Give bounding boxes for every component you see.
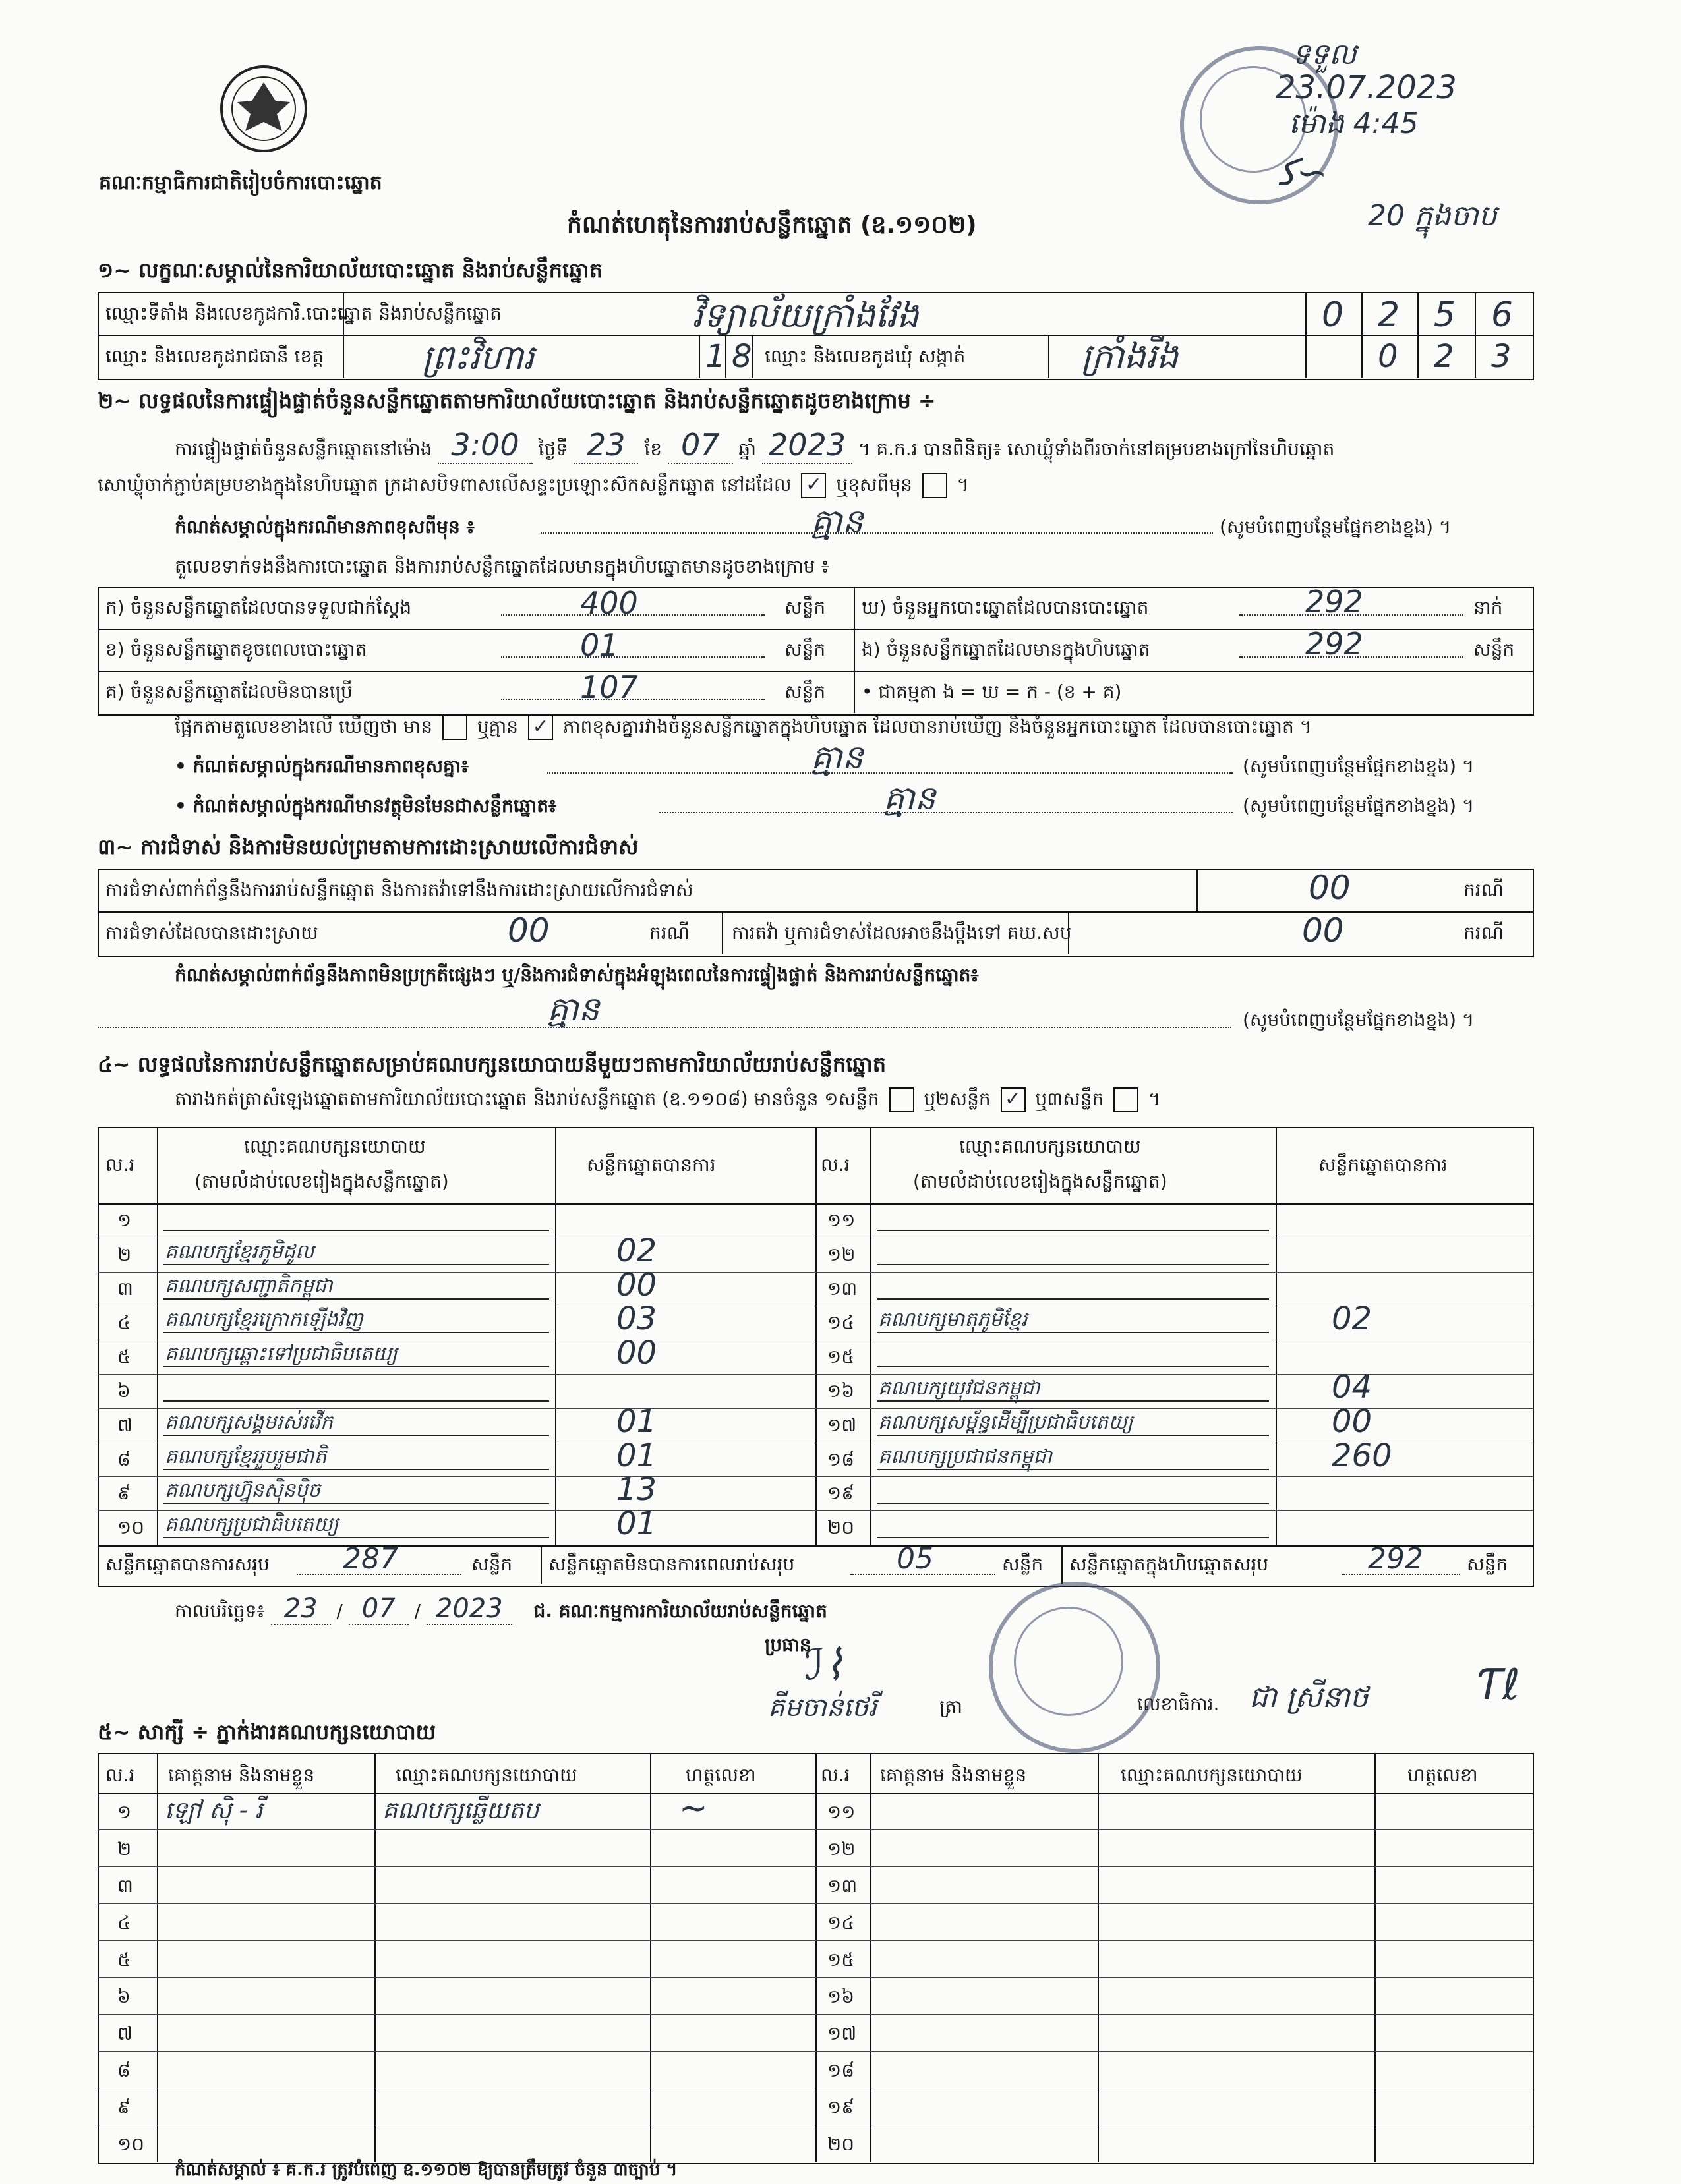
sec2-day-label: ថ្ងៃទី [538,438,568,460]
party-name-line [163,1400,549,1402]
sec4-pages-line [175,1087,1161,1114]
sec2-compare-b: ឬគ្មាន [477,716,519,737]
footer-note: កំណត់សម្គាល់ ៖ គ.ក.រ ត្រូវបំពេញ ឧ.១១០២ ឱ្យបានត្រឹមត្រូវ ចំនួន ៣ច្បាប់ ។ [175,2160,678,2180]
sec1-row2-label: ឈ្មោះ និងលេខកូដរាជធានី ខេត្ត [105,345,324,367]
party-name-line [877,1537,1269,1538]
sec4-total-invalid: 05 [897,1542,933,1576]
sec4-col-party-sub-left: (តាមលំដាប់លេខរៀងក្នុងសន្លឹកឆ្នោត) [194,1170,449,1192]
party-row-number: ១៥ [827,1346,855,1368]
sec2-time: 3:00 [438,427,532,464]
party-row-name: គណបក្សប្រជាជនកម្ពុជា [878,1445,1052,1468]
sec1-row2-value-b: ក្រាំងរីង [1081,337,1179,376]
witness-row-number: ៨ [117,2059,131,2081]
sec3-heading: ៣~ ការជំទាស់ និងការមិនយល់ព្រមតាមការដោះស្រាយលើការជំទាស់ [98,834,639,859]
witness-row-number: ១៩ [827,2096,855,2118]
sec2-row-left-value: 01 [580,627,619,663]
sec1-row2-value: ព្រះវិហារ [422,338,535,378]
signoff-secretary-signature: Ƭℓ [1477,1661,1520,1710]
party-name-line [877,1230,1269,1231]
party-row-votes: 02 [616,1232,657,1269]
received-note-4: 20 ក្នុងចាប [1368,199,1497,233]
sec3-r1-value: 00 [1309,869,1351,907]
sec2-diff-suffix: (សូមបំពេញបន្ថែមផ្នែកខាងខ្នង) ។ [1243,755,1475,777]
party-row-number: ២០ [827,1516,855,1539]
sec2-compare [175,715,1312,742]
signoff-secretary-label: លេខាធិការ. [1137,1693,1220,1715]
checkbox-no-difference[interactable]: ✓ [528,715,553,740]
witness-row-number: ១០ [117,2133,145,2155]
checkbox-same[interactable]: ✓ [801,473,826,498]
party-row-votes: 02 [1332,1300,1372,1338]
party-row-votes: 01 [616,1402,657,1440]
sec5-col-name-left: គោត្តនាម និងនាមខ្លួន [168,1764,315,1786]
sec2-diff-line [547,772,1233,774]
sec4-totals-row [98,1545,1534,1587]
party-name-line [163,1230,549,1231]
signoff-seal-label: ត្រា [939,1696,962,1717]
received-note-1: ទទួល [1292,38,1357,71]
party-row-number: ១០ [117,1516,145,1539]
sec2-row-left-value: 400 [580,585,638,621]
witness-row-number: ៣ [117,1875,133,1897]
party-row-number: ១៨ [827,1448,855,1470]
signoff-secretary-name: ជា ស្រីនាថ [1249,1681,1369,1714]
sec3-r1-label: ការជំទាស់ពាក់ព័ន្ធនឹងការរាប់សន្លឹកឆ្នោត និងការតវ៉ាទៅនឹងការដោះស្រាយលើការជំទាស់ [105,879,693,901]
signoff-date-label: កាលបរិច្ឆេទ៖ [175,1600,265,1622]
sec5-heading: ៥~ សាក្សី ÷ ភ្នាក់ងារគណបក្សនយោបាយ [98,1719,436,1744]
party-row-votes: 00 [616,1335,657,1372]
party-name-line [877,1366,1269,1367]
sec2-year: 2023 [762,427,852,464]
party-row-votes: 04 [1332,1369,1372,1406]
signoff-date-day: 23 [271,1594,331,1625]
sec1-row2-code-b-2: 3 [1491,338,1512,375]
sec4-total-invalid-unit: សន្លឹក [1002,1553,1044,1575]
sec2-note-label: កំណត់សម្គាល់ក្នុងករណីមានភាពខុសពីមុន ៖ [175,516,475,538]
witness-row-name: ឡៅ ស៊ិ - រី [165,1797,263,1824]
sec2-line1-rest: ។ គ.ក.រ បានពិនិត្យ៖ សោឃ្លុំទាំងពីរចាក់នៅគម្របខាងក្រៅនៃហិបឆ្នោត [858,438,1335,460]
sec2-row-right-value: 292 [1305,626,1363,662]
party-row-number: ៤ [117,1311,131,1334]
sec3-r2-label-a: ការជំទាស់ដែលបានដោះស្រាយ [105,922,318,944]
witness-row-number: ៧ [117,2023,133,2044]
sec1-row2-label-b: ឈ្មោះ និងលេខកូដឃុំ សង្កាត់ [765,345,966,367]
sec4-total-invalid-label: សន្លឹកឆ្នោតមិនបានការពេលរាប់សរុប [548,1553,795,1575]
checkbox-one-sheet[interactable] [889,1087,914,1112]
party-row-name: គណបក្សមាតុភូមិខ្មែរ [878,1308,1028,1332]
sec2-compare-c: ភាពខុសគ្នារវាងចំនួនសន្លឹកឆ្នោតក្នុងហិបឆ្នោត ដែលបានរាប់ឃើញ និងចំនួនអ្នកបោះឆ្នោត ដែលបានបោះឆ្នោត ។ [562,716,1312,737]
sec1-row1-code-1: 2 [1378,295,1400,335]
org-name: គណៈកម្មាធិការជាតិរៀបចំការបោះឆ្នោត [99,171,382,194]
sec3-r2-label-b: ការតវ៉ា ឬការជំទាស់ដែលអាចនឹងប្តឹងទៅ គឃ.សប [732,922,1072,944]
party-row-name: គណបក្សខ្មែររួបរួមជាតិ [165,1445,327,1468]
sec3-note-label: កំណត់សម្គាល់ពាក់ព័ន្ធនឹងភាពមិនប្រក្រតីផ្សេងៗ ឬ/និងការជំទាស់ក្នុងអំឡុងពេលនៃការផ្ទៀងផ្ទាត់ និងការរាប់សន្លឹកឆ្នោត៖ [175,964,979,986]
sec2-note-line [541,532,1213,534]
party-row-number: ៧ [117,1414,133,1436]
sec1-row2-code-b-1: 2 [1434,338,1454,375]
sec2-row-right-label: ឃ) ចំនួនអ្នកបោះឆ្នោតដែលបានបោះឆ្នោត [862,596,1149,618]
sec3-r2-value-a: 00 [508,911,550,950]
witness-row-number: ២ [117,1838,132,1860]
party-row-votes: 01 [616,1505,657,1543]
sec1-row1-label: ឈ្មោះទីតាំង និងលេខកូដការិ.បោះឆ្នោត និងរាប់សន្លឹកឆ្នោត [105,302,502,324]
received-signature: ﮐ∽ [1279,152,1328,194]
sec1-row1-code-0: 0 [1322,295,1344,335]
sec4-pages-b: ឬ២សន្លឹក [924,1088,991,1110]
sec5-col-party-right: ឈ្មោះគណបក្សនយោបាយ [1121,1764,1303,1786]
sec3-note-line [98,1027,1231,1028]
sec4-pages-d: ។ [1148,1088,1161,1110]
sec1-row1-value: វិទ្យាល័យក្រាំងវែង [692,296,919,335]
sec2-foreign-line [659,812,1233,813]
sec4-total-valid-unit: សន្លឹក [471,1553,513,1575]
party-row-number: ១ [117,1209,132,1231]
party-name-line [877,1503,1269,1504]
sec4-col-party-sub-right: (តាមលំដាប់លេខរៀងក្នុងសន្លឹកឆ្នោត) [913,1170,1167,1192]
party-row-name: គណបក្សឆ្ពោះទៅប្រជាធិបតេយ្យ [165,1342,398,1366]
party-row-number: ១៩ [827,1482,855,1505]
sec5-col-party-left: ឈ្មោះគណបក្សនយោបាយ [396,1764,577,1786]
signoff-committee: ជ. គណៈកម្មការការិយាល័យរាប់សន្លឹកឆ្នោត [533,1600,827,1622]
sec2-numbers-intro: តួលេខទាក់ទងនឹងការបោះឆ្នោត និងការរាប់សន្លឹកឆ្នោតដែលមានក្នុងហិបឆ្នោតមានដូចខាងក្រោម ៖ [175,556,829,577]
party-row-number: ២ [117,1243,132,1265]
sec2-row-left-line [501,656,765,658]
form-title: កំណត់ហេតុនៃការរាប់សន្លឹកឆ្នោត (ឧ.១១០២) [567,212,977,239]
sec5-col-name-right: គោត្តនាម និងនាមខ្លួន [880,1764,1027,1786]
sec2-foreign-value: គ្មាន [883,779,936,817]
party-row-votes: 03 [616,1300,657,1338]
checkbox-has-difference[interactable] [442,715,467,740]
sec2-heading: ២~ លទ្ធផលនៃការផ្ទៀងផ្ទាត់ចំនួនសន្លឹកឆ្នោតតាមការិយាល័យបោះឆ្នោត និងរាប់សន្លឹកឆ្នោតដូចខាងក្រោម ÷ [98,388,936,413]
witness-row-number: ២០ [827,2133,855,2155]
sec5-col-no-right: ល.រ [821,1764,850,1786]
sec5-col-no-left: ល.រ [105,1764,135,1786]
party-row-number: ៨ [117,1448,131,1470]
signoff-date: កាលបរិច្ឆេទ៖ 23 / 07 / 2023 ជ. គណៈកម្មការការិយាល័យរាប់សន្លឹកឆ្នោត [175,1594,827,1624]
sec4-col-no-left: ល.រ [105,1154,135,1176]
sec3-note-suffix: (សូមបំពេញបន្ថែមផ្នែកខាងខ្នង) ។ [1243,1009,1475,1031]
sec2-row-left-label: ក) ចំនួនសន្លឹកឆ្នោតដែលបានទទួលជាក់ស្តែង [105,596,412,618]
sec2-row-left-label: គ) ចំនួនសន្លឹកឆ្នោតដែលមិនបានប្រើ [105,681,353,703]
witness-row-number: ១៧ [827,2023,857,2044]
signoff-chair-name: គីមចាន់ថេរី [768,1692,877,1723]
sec3-r2-value-b: 00 [1302,911,1344,950]
sec2-row-right-label: • ជាគម្មតា ង = ឃ = ក - (ខ + គ) [862,681,1122,703]
sec2-line1 [175,427,1334,465]
sec2-month: 07 [668,427,733,464]
party-row-name: គណបក្សខ្មែរក្រោកឡើងវិញ [165,1308,363,1332]
sec2-foreign-suffix: (សូមបំពេញបន្ថែមផ្នែកខាងខ្នង) ។ [1243,795,1475,817]
party-row-votes: 260 [1332,1437,1392,1474]
checkbox-different[interactable] [922,473,947,498]
sec2-line2-or: ឬខុសពីមុន [836,474,912,496]
sec2-month-label: ខែ [644,438,663,460]
sec3-r2-unit-b: ករណី [1463,922,1504,944]
party-row-name: គណបក្សខ្មែរភូមិដូល [165,1240,314,1263]
party-row-name: គណបក្សប្រជាធិបតេយ្យ [165,1513,339,1537]
checkbox-three-sheets[interactable] [1113,1087,1138,1112]
party-row-number: ៦ [117,1380,131,1402]
sec4-total-valid-label: សន្លឹកឆ្នោតបានការសរុប [105,1553,270,1575]
party-row-name: គណបក្សហ្វ៊ុនស៊ិនប៉ិច [165,1479,320,1503]
sec1-row1-code-2: 5 [1434,295,1456,335]
sec4-col-no-right: ល.រ [821,1154,850,1176]
party-row-number: ១៦ [827,1380,855,1402]
sec3-note-value: គ្មាន [547,990,600,1028]
sec1-row2-code-b-0: 0 [1378,338,1398,375]
sec2-diff-value: គ្មាន [811,738,864,776]
witness-row-signature: ~ [679,1789,708,1828]
witness-row-number: ៤ [117,1912,131,1934]
sec4-col-party-right: ឈ្មោះគណបក្សនយោបាយ [959,1135,1141,1157]
witness-row-number: ១២ [827,1838,856,1860]
witness-row-number: ១១ [827,1801,856,1823]
party-row-name: គណបក្សយុវជនកម្ពុជា [878,1377,1040,1400]
sec4-total-box-unit: សន្លឹក [1467,1553,1508,1575]
received-note-2: 23.07.2023 [1276,69,1457,106]
party-row-number: ១៣ [827,1277,858,1300]
party-row-name: គណបក្សសម្ព័ន្ធដើម្បីប្រជាធិបតេយ្យ [878,1410,1133,1434]
party-row-votes: 00 [1332,1402,1372,1440]
party-row-number: ៣ [117,1277,133,1300]
sec4-col-votes-left: សន្លឹកឆ្នោតបានការ [587,1154,716,1176]
sec1-heading: ១~ លក្ខណៈសម្គាល់នៃការិយាល័យបោះឆ្នោត និងរាប់សន្លឹកឆ្នោត [98,258,603,283]
witness-row-party: គណបក្សឆ្លើយតប [382,1797,539,1824]
sec2-row-right-unit: សន្លឹក [1473,639,1515,660]
sec2-diff-label: • កំណត់សម្គាល់ក្នុងករណីមានភាពខុសគ្នា៖ [175,755,469,777]
party-name-line [877,1264,1269,1265]
sec4-col-party-left: ឈ្មោះគណបក្សនយោបាយ [244,1135,426,1157]
sec4-col-votes-right: សន្លឹកឆ្នោតបានការ [1318,1154,1448,1176]
signoff-chair-signature: ℐ⌇ [804,1641,845,1690]
sec1-row1-code-3: 6 [1491,295,1514,335]
party-row-number: ១៤ [827,1311,855,1334]
witness-row-number: ១ [117,1801,132,1823]
signoff-date-year: 2023 [427,1594,512,1625]
sec2-row-left-unit: សន្លឹក [784,681,826,703]
sec2-row-right-label: ង) ចំនួនសន្លឹកឆ្នោតដែលមានក្នុងហិបឆ្នោត [862,639,1150,660]
sec4-total-valid: 287 [343,1542,398,1576]
sec4-heading: ៤~ លទ្ធផលនៃការរាប់សន្លឹកឆ្នោតសម្រាប់គណបក្សនយោបាយនីមួយៗតាមការិយាល័យរាប់សន្លឹកឆ្នោត [98,1052,887,1077]
sec2-line2-text: សោឃ្លុំចាក់ភ្ជាប់គម្របខាងក្នុងនៃហិបឆ្នោត ក្រដាសបិទពាសលើសន្ទះប្រឡោះស៊កសន្លឹកឆ្នោត នៅដដែល [98,474,792,496]
witness-row-number: ១៤ [827,1912,855,1934]
party-row-votes: 01 [616,1437,657,1474]
witness-row-number: ៩ [117,2096,131,2118]
nec-logo [218,63,310,155]
witness-row-number: ៦ [117,1986,131,2007]
sec1-row2-code-0: 1 [705,338,726,375]
signoff-date-month: 07 [349,1594,409,1625]
sec2-day: 23 [574,427,639,464]
witness-row-number: ១៦ [827,1986,855,2007]
witness-row-number: ៥ [117,1949,131,1970]
sec2-note-value: គ្មាន [811,502,864,540]
party-row-name: គណបក្សសញ្ជាតិកម្ពុជា [165,1274,333,1298]
sec4-total-box-label: សន្លឹកឆ្នោតក្នុងហិបឆ្នោតសរុប [1069,1553,1269,1575]
party-row-number: ១២ [827,1243,856,1265]
party-row-name: គណបក្សសង្គមរស់រវើក [165,1410,334,1434]
sec2-line2: សោឃ្លុំចាក់ភ្ជាប់គម្របខាងក្នុងនៃហិបឆ្នោត ក្រដាសបិទពាសលើសន្ទះប្រឡោះស៊កសន្លឹកឆ្នោត នៅដដែល ✓ ឬខុសពីមុន ។ [98,473,969,500]
sec2-row-right-value: 292 [1305,584,1363,619]
witness-row-number: ១៣ [827,1875,858,1897]
witness-row-number: ១៥ [827,1949,855,1970]
committee-seal [989,1582,1160,1753]
sec4-total-box: 292 [1368,1542,1423,1576]
party-row-votes: 00 [616,1266,657,1304]
sec2-foreign-label: • កំណត់សម្គាល់ក្នុងករណីមានវត្ថុមិនមែនជាសន្លឹកឆ្នោត៖ [175,795,557,817]
party-row-number: ១៧ [827,1414,857,1436]
sec2-compare-a: ផ្អែកតាមតួលេខខាងលើ ឃើញថា មាន [175,716,433,737]
checkbox-two-sheets[interactable]: ✓ [1001,1087,1026,1112]
sec2-note-suffix: (សូមបំពេញបន្ថែមផ្នែកខាងខ្នង) ។ [1220,516,1452,538]
party-row-votes: 13 [616,1471,657,1509]
party-row-number: ៩ [117,1482,131,1505]
sec5-col-sign-left: ហត្ថលេខា [686,1764,756,1786]
sec2-row-left-unit: សន្លឹក [784,596,826,618]
sec3-r2-unit-a: ករណី [649,922,690,944]
sec2-row-right-unit: នាក់ [1473,596,1503,618]
sec5-col-sign-right: ហត្ថលេខា [1407,1764,1478,1786]
sec2-row-left-label: ខ) ចំនួនសន្លឹកឆ្នោតខូចពេលបោះឆ្នោត [105,639,367,660]
signoff-chair-label: ប្រធាន [765,1634,811,1655]
received-note-3: ម៉ោង 4:45 [1289,107,1419,140]
sec4-pages-c: ឬ៣សន្លឹក [1035,1088,1104,1110]
witness-row-number: ១៨ [827,2059,855,2081]
sec2-time-label: ការផ្ទៀងផ្ទាត់ចំនួនសន្លឹកឆ្នោតនៅម៉ោង [175,438,432,460]
sec3-r1-unit: ករណី [1463,879,1504,901]
sec1-row2-code-1: 8 [732,338,752,375]
party-name-line [877,1298,1269,1300]
party-row-number: ១១ [827,1209,856,1231]
sec2-year-label: ឆ្នាំ [738,438,757,460]
sec2-row-left-value: 107 [580,670,638,705]
sec2-row-left-unit: សន្លឹក [784,639,826,660]
party-row-number: ៥ [117,1346,131,1368]
sec4-pages-a: តារាងកត់ត្រាសំឡេងឆ្នោតតាមការិយាល័យបោះឆ្នោត និងរាប់សន្លឹកឆ្នោត (ឧ.១១០៨) មានចំនួន ១សន្លឹក [175,1088,879,1110]
